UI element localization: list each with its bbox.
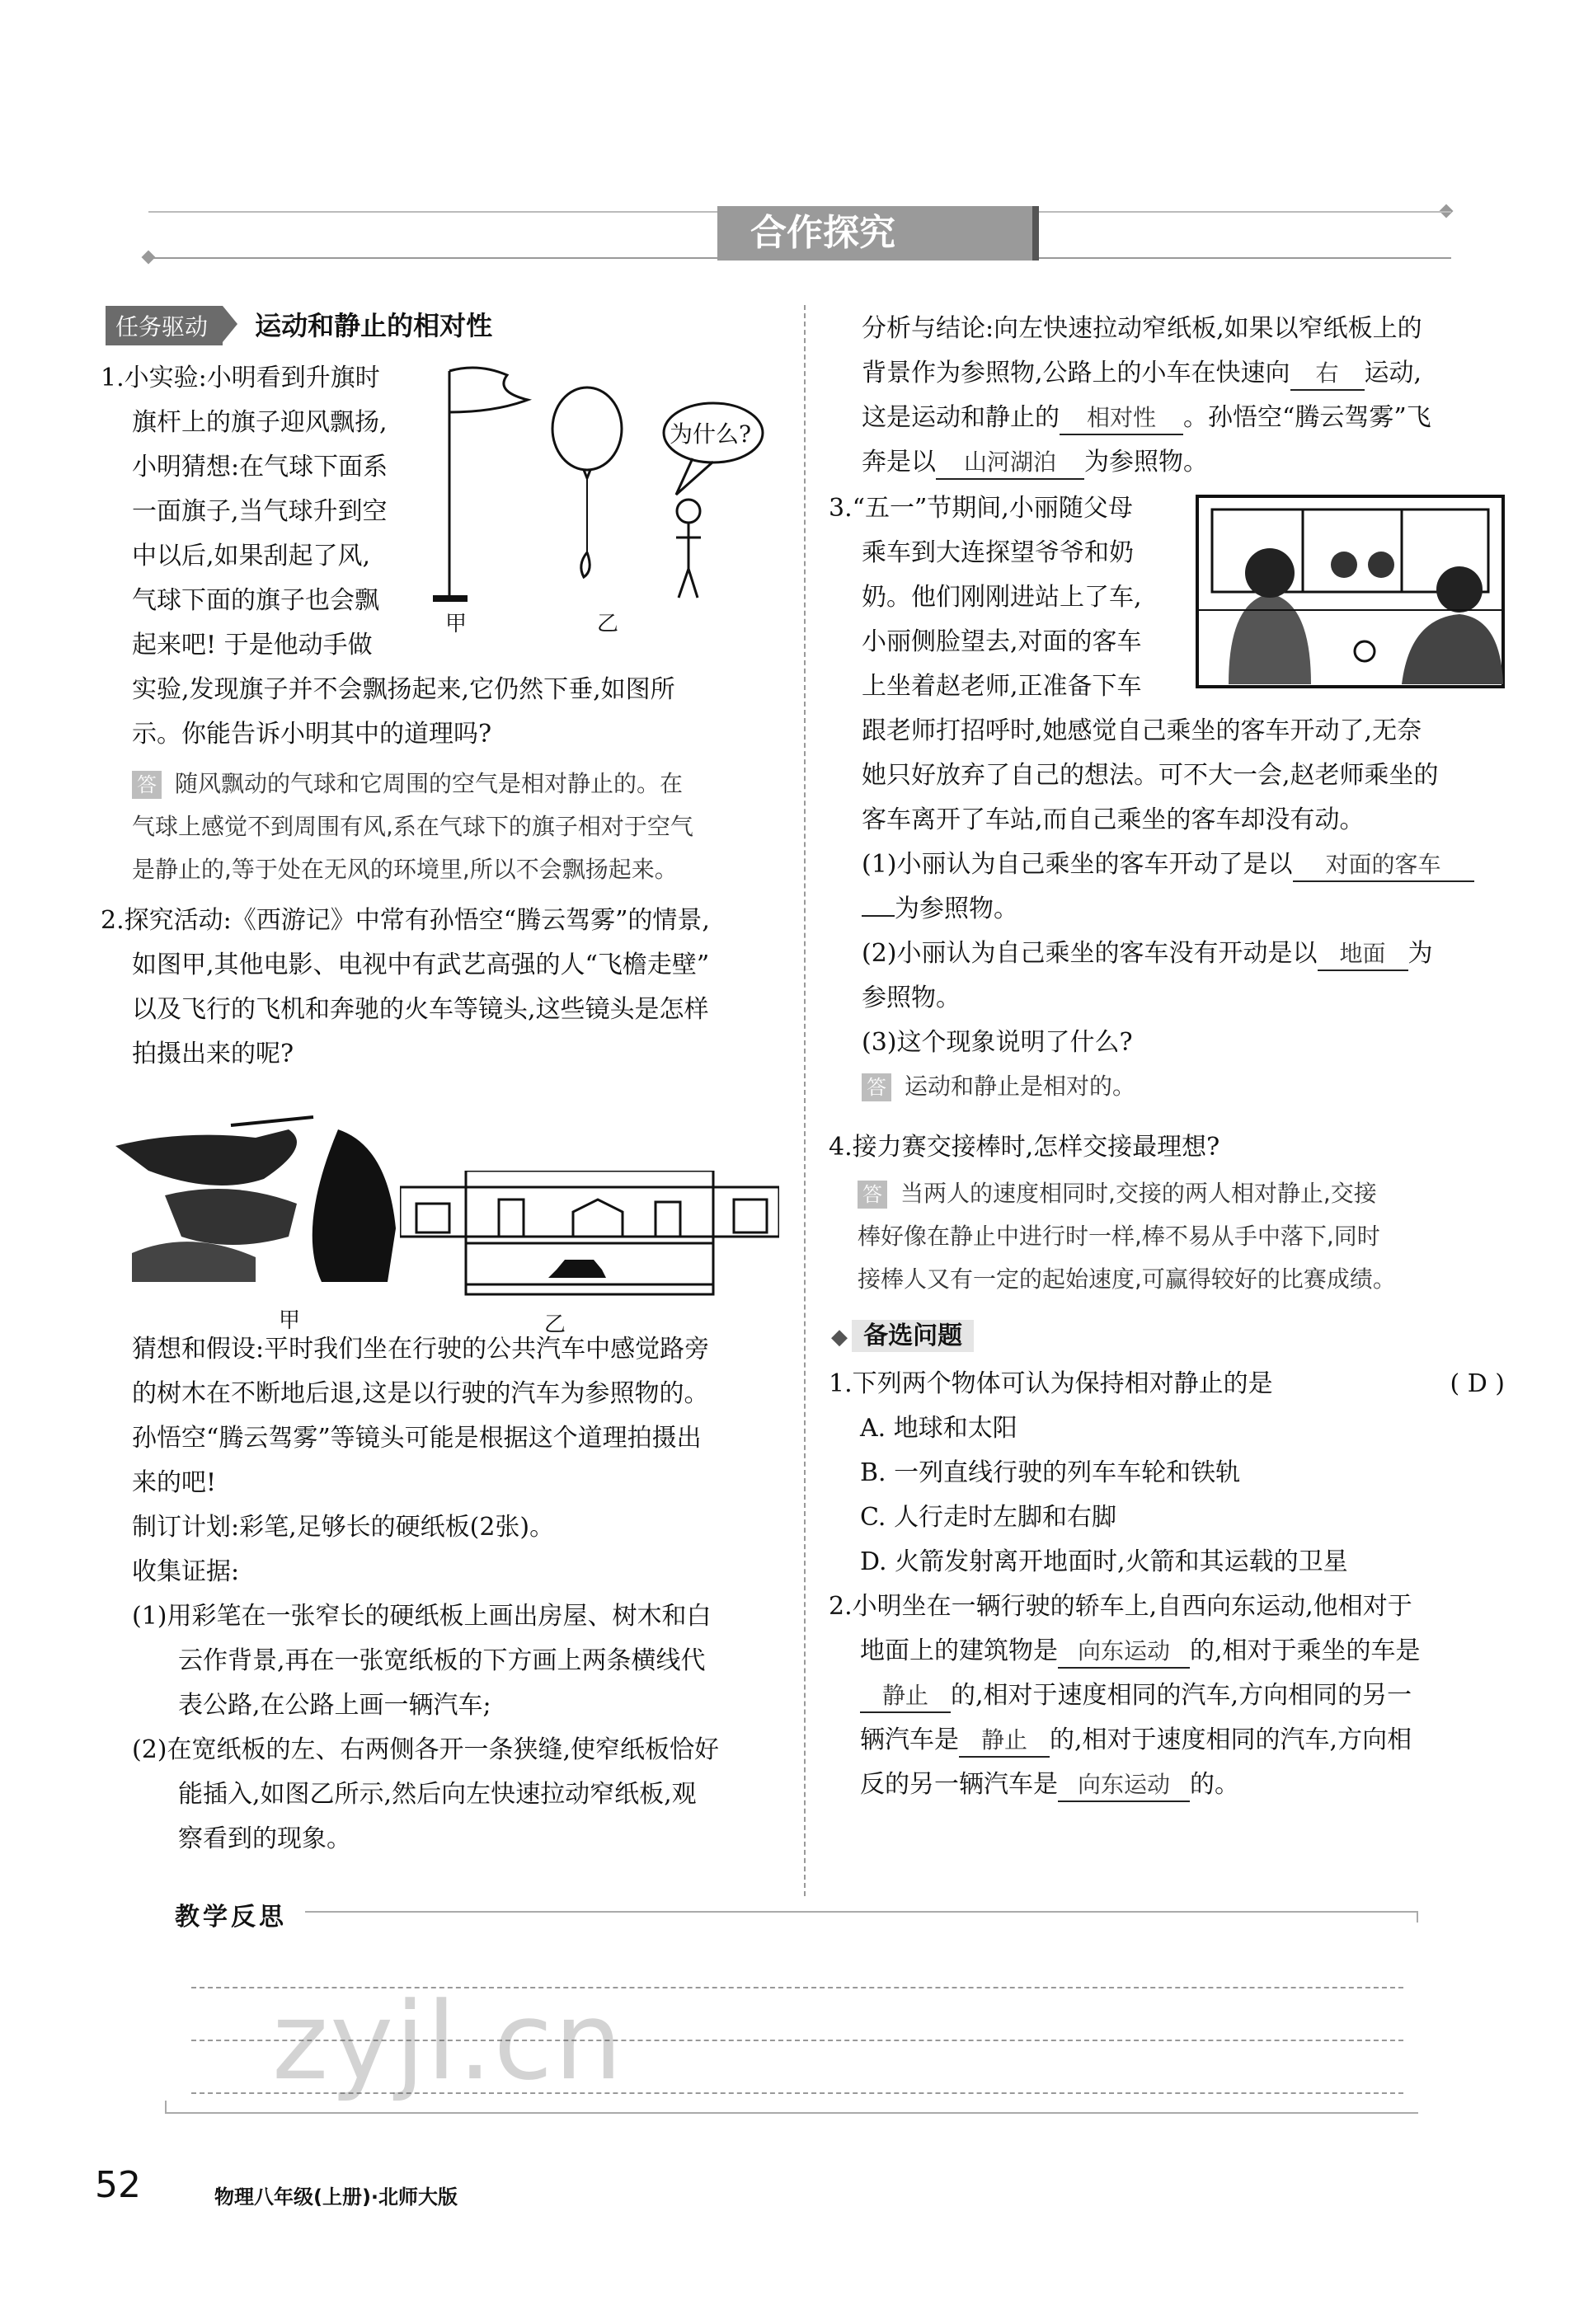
optional-title: 备选问题 [852,1320,974,1352]
question-2: 2.探究活动:《西游记》中常有孙悟空“腾云驾雾”的情景, 如图甲,其他电影、电视中有武艺高强的人“飞檐走壁” 以及飞行的飞机和奔驰的火车等镜头,这些镜头是怎样 拍摄出来的呢? [101,906,710,1068]
question-1: 1.小实验:小明看到升旗时 旗杆上的旗子迎风飘扬, 小明猜想:在气球下面系 一面旗子,当气球升到空 中以后,如果刮起了风, 气球下面的旗子也会飘 起来吧! 于是他动手做 [101,364,388,660]
question-1-cont: 实验,发现旗子并不会飘扬起来,它仍然下垂,如图所 示。你能告诉小明其中的道理吗? [132,675,675,749]
watermark: zyjl.cn [272,1979,624,2104]
task-tag: 任务驱动 [106,306,223,345]
reflection-rule [305,1911,1418,1913]
analysis: 分析与结论:向左快速拉动窄纸板,如果以窄纸板上的 背景作为参照物,公路上的小车在快速向 右 运动, 这是运动和静止的 相对性 。孙悟空“腾云驾雾”飞 奔是以 山河湖泊 为参照物。 [862,307,1513,485]
question-3-cont: 跟老师打招呼时,她感觉自己乘坐的客车开动了,无奈 她只好放弃了自己的想法。可不大一会,赵老师乘坐的 客车离开了车站,而自己乘坐的客车却没有动。 (1)小丽认为自己乘坐的客车开动了是以 对面的客车 为参照物。 (2)小丽认为自己乘坐的客车没有开动是以 地面 为 参照物。 (3)这个现象说明了什么? 答 运动和静止是相对的。 [862,709,1521,1108]
fig2-label-yi: 乙 [544,1312,566,1337]
o1-answer: ( D ) [1450,1369,1505,1398]
task-header [106,305,492,345]
question-4: 4.接力赛交接棒时,怎样交接最理想? [829,1133,1220,1162]
reflection-bottom-rule [165,2112,1418,2114]
fig2-label-jia: 甲 [279,1308,301,1333]
answer-mark: 答 [862,1073,891,1101]
question-3: 3.“五一”节期间,小丽随父母 乘车到大连探望爷爷和奶 奶。他们刚刚进站上了车, 小丽侧脸望去,对面的客车 上坐着赵老师,正准备下车 [829,494,1142,701]
section-title: 合作探究 [717,206,1039,261]
figure-bus-window [1196,495,1505,688]
question-2-guess: 猜想和假设:平时我们坐在行驶的公共汽车中感觉路旁 的树木在不断地后退,这是以行驶的汽车为参照物的。 孙悟空“腾云驾雾”等镜头可能是根据这个道理拍摄出 来的吧! 制订计划:彩笔,足够长的硬纸板(2张)。 收集证据: (1)用彩笔在一张窄长的硬纸板上画出房屋、树木和白 云作背景,再在一张宽纸板的下方画上两条横线代 表公路,在公路上画一辆汽车; (2)在宽纸板的左、右两侧各开一条狭缝,使窄纸板恰好 能插入,如图乙所示,然后向左快速拉动窄纸板,观 察看到的现象。 [132,1335,720,1853]
optional-q2: 2.小明坐在一辆行驶的轿车上,自西向东运动,他相对于 地面上的建筑物是 向东运动 的,相对于乘坐的车是 静止 的,相对于速度相同的汽车,方向相同的另一 辆汽车是 静止 的,相对于速度相同的汽车,方向相 反的另一辆汽车是 向东运动 的。 [829,1585,1521,1807]
figure-flag-balloon [429,354,783,643]
page-number: 52 [95,2164,141,2206]
question-4-answer: 答 当两人的速度相同时,交接的两人相对静止,交接 棒好像在静止中进行时一样,棒不易从手中落下,同时 接棒人又有一定的起始速度,可赢得较好的比赛成绩。 [858,1180,1396,1293]
figure-cardboard [400,1171,779,1298]
reflection-label: 教学反思 [175,1903,287,1932]
section-header [148,206,1451,280]
optional-section-header: ◆ 备选问题 [831,1315,974,1351]
task-title: 运动和静止的相对性 [255,310,493,341]
fig1-label-yi: 乙 [597,612,619,636]
column-divider [804,305,806,1896]
book-title: 物理八年级(上册)·北师大版 [214,2185,458,2209]
fig1-bubble-text: 为什么? [670,420,752,448]
answer-mark: 答 [132,771,162,799]
answer-mark: 答 [858,1181,887,1209]
optional-q1: 1.下列两个物体可认为保持相对静止的是 ( D ) A. 地球和太阳 B. 一列直线行驶的列车车轮和铁轨 C. 人行走时左脚和右脚 D. 火箭发射离开地面时,火箭和其运载的卫星 [829,1362,1521,1585]
fig1-label-jia: 甲 [445,612,468,636]
figure-monkey-king [115,1113,396,1290]
question-1-answer: 答 随风飘动的气球和它周围的空气是相对静止的。在 气球上感觉不到周围有风,系在气球下的旗子相对于空气 是静止的,等于处在无风的环境里,所以不会飘扬起来。 [132,770,693,883]
